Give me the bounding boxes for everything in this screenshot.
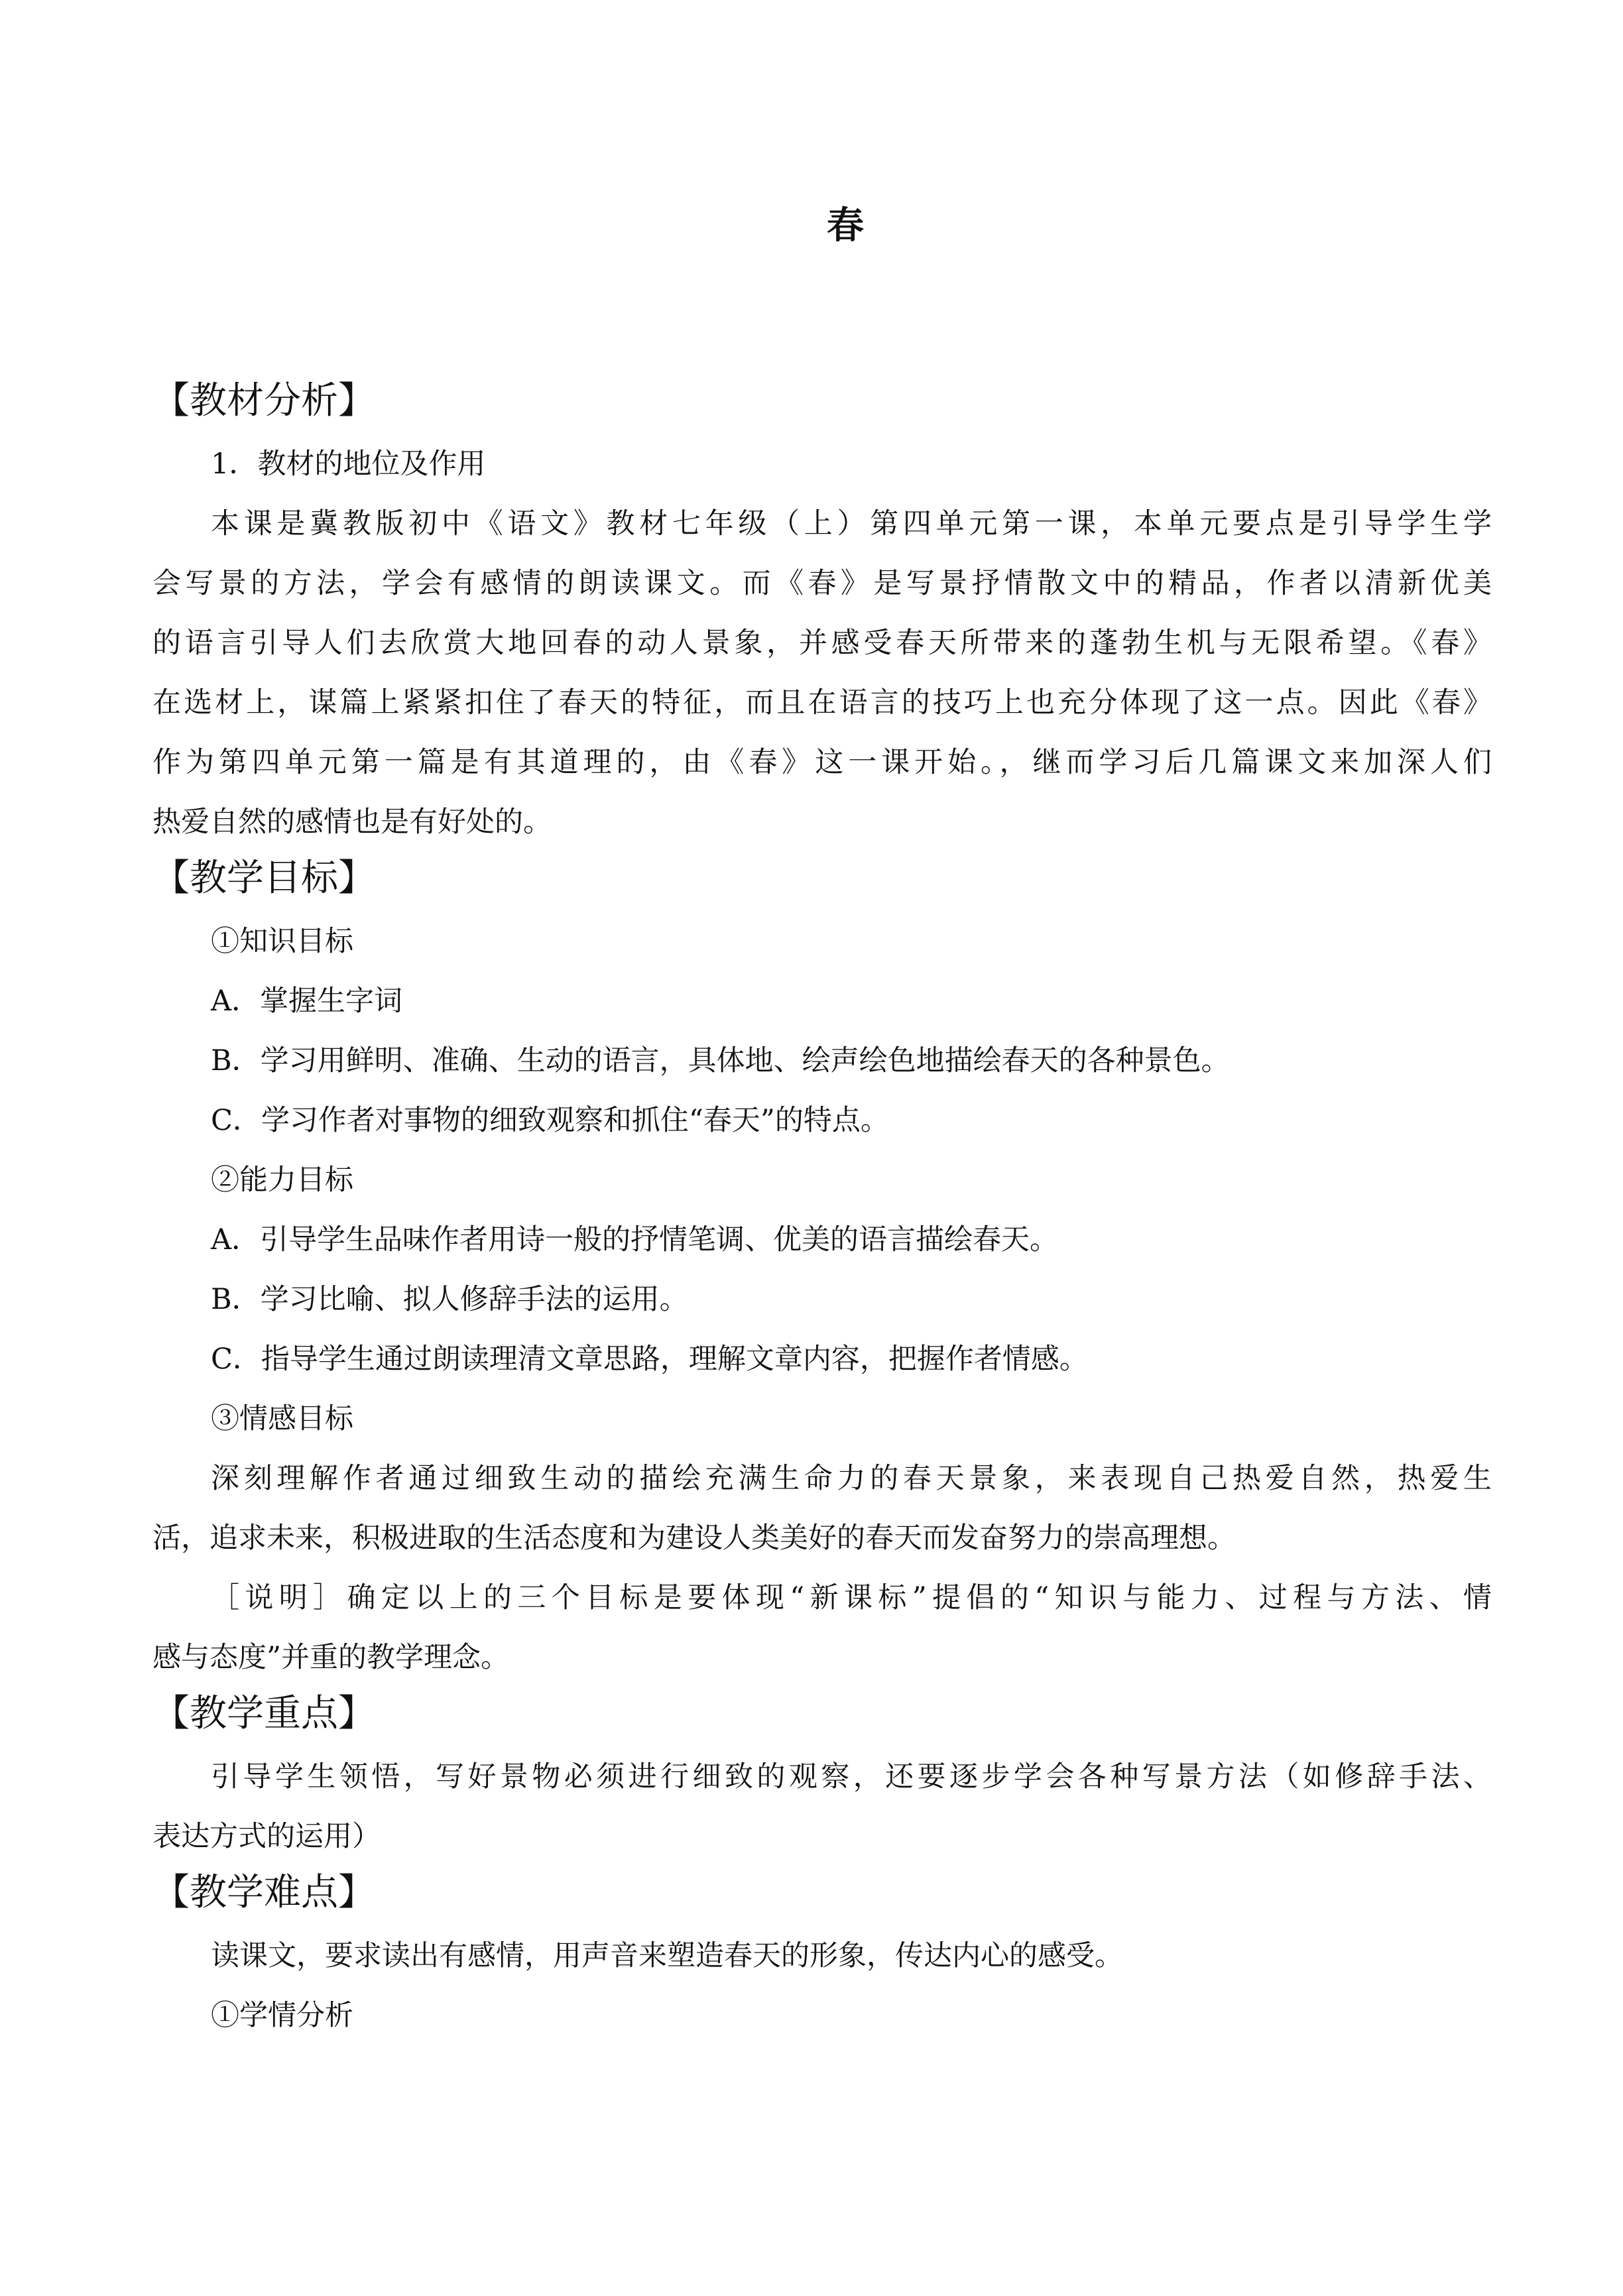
list-item: A．引导学生品味作者用诗一般的抒情笔调、优美的语言描绘春天。 [211, 1223, 1059, 1256]
section-heading-key-points: 【教学重点】 [152, 1692, 375, 1735]
list-item: C．学习作者对事物的细致观察和抓住“春天”的特点。 [211, 1104, 889, 1137]
section-heading-material: 【教材分析】 [152, 379, 375, 422]
list-item: B．学习比喻、拟人修辞手法的运用。 [211, 1283, 688, 1316]
document-title: 春 [827, 204, 864, 247]
paragraph-line: 活，追求未来，积极进取的生活态度和为建设人类美好的春天而发奋努力的崇高理想。 [152, 1522, 1236, 1555]
list-item: C．指导学生通过朗读理清文章思路，理解文章内容，把握作者情感。 [211, 1343, 1088, 1376]
document-body [152, 375, 1492, 2045]
paragraph-line: 热爱自然的感情也是有好处的。 [152, 806, 552, 839]
paragraph-line: 引导学生领悟，写好景物必须进行细致的观察，还要逐步学会各种写景方法（如修辞手法、 [211, 1760, 1492, 1793]
list-item: B．学习用鲜明、准确、生动的语言，具体地、绘声绘色地描绘春天的各种景色。 [211, 1044, 1230, 1077]
student-analysis-label: ①学情分析 [211, 1999, 353, 2032]
knowledge-objective-label: ①知识目标 [211, 925, 353, 958]
emotion-objective-label: ③情感目标 [211, 1402, 353, 1435]
ability-objective-label: ②能力目标 [211, 1164, 353, 1197]
subheading-material-role: 1．教材的地位及作用 [211, 448, 486, 481]
list-item: A．掌握生字词 [211, 985, 403, 1018]
note-line: 感与态度”并重的教学理念。 [152, 1641, 509, 1674]
paragraph-line: 的语言引导人们去欣赏大地回春的动人景象，并感受春天所带来的蓬勃生机与无限希望。《春》 [152, 627, 1492, 660]
paragraph-line: 读课文，要求读出有感情，用声音来塑造春天的形象，传达内心的感受。 [211, 1939, 1123, 1972]
paragraph-line: 在选材上，谋篇上紧紧扣住了春天的特征，而且在语言的技巧上也充分体现了这一点。因此《春》 [152, 686, 1492, 719]
note-line: ［说明］确定以上的三个目标是要体现“新课标”提倡的“知识与能力、过程与方法、情 [211, 1581, 1492, 1614]
paragraph-line: 本课是冀教版初中《语文》教材七年级（上）第四单元第一课，本单元要点是引导学生学 [211, 507, 1492, 540]
paragraph-line: 深刻理解作者通过细致生动的描绘充满生命力的春天景象，来表现自己热爱自然，热爱生 [211, 1462, 1492, 1495]
paragraph-line: 表达方式的运用） [152, 1820, 381, 1853]
paragraph-line: 作为第四单元第一篇是有其道理的，由《春》这一课开始。，继而学习后几篇课文来加深人们 [152, 746, 1492, 779]
section-heading-objectives: 【教学目标】 [152, 857, 375, 900]
paragraph-line: 会写景的方法，学会有感情的朗读课文。而《春》是写景抒情散文中的精品，作者以清新优美 [152, 567, 1492, 600]
section-heading-difficulties: 【教学难点】 [152, 1871, 375, 1914]
